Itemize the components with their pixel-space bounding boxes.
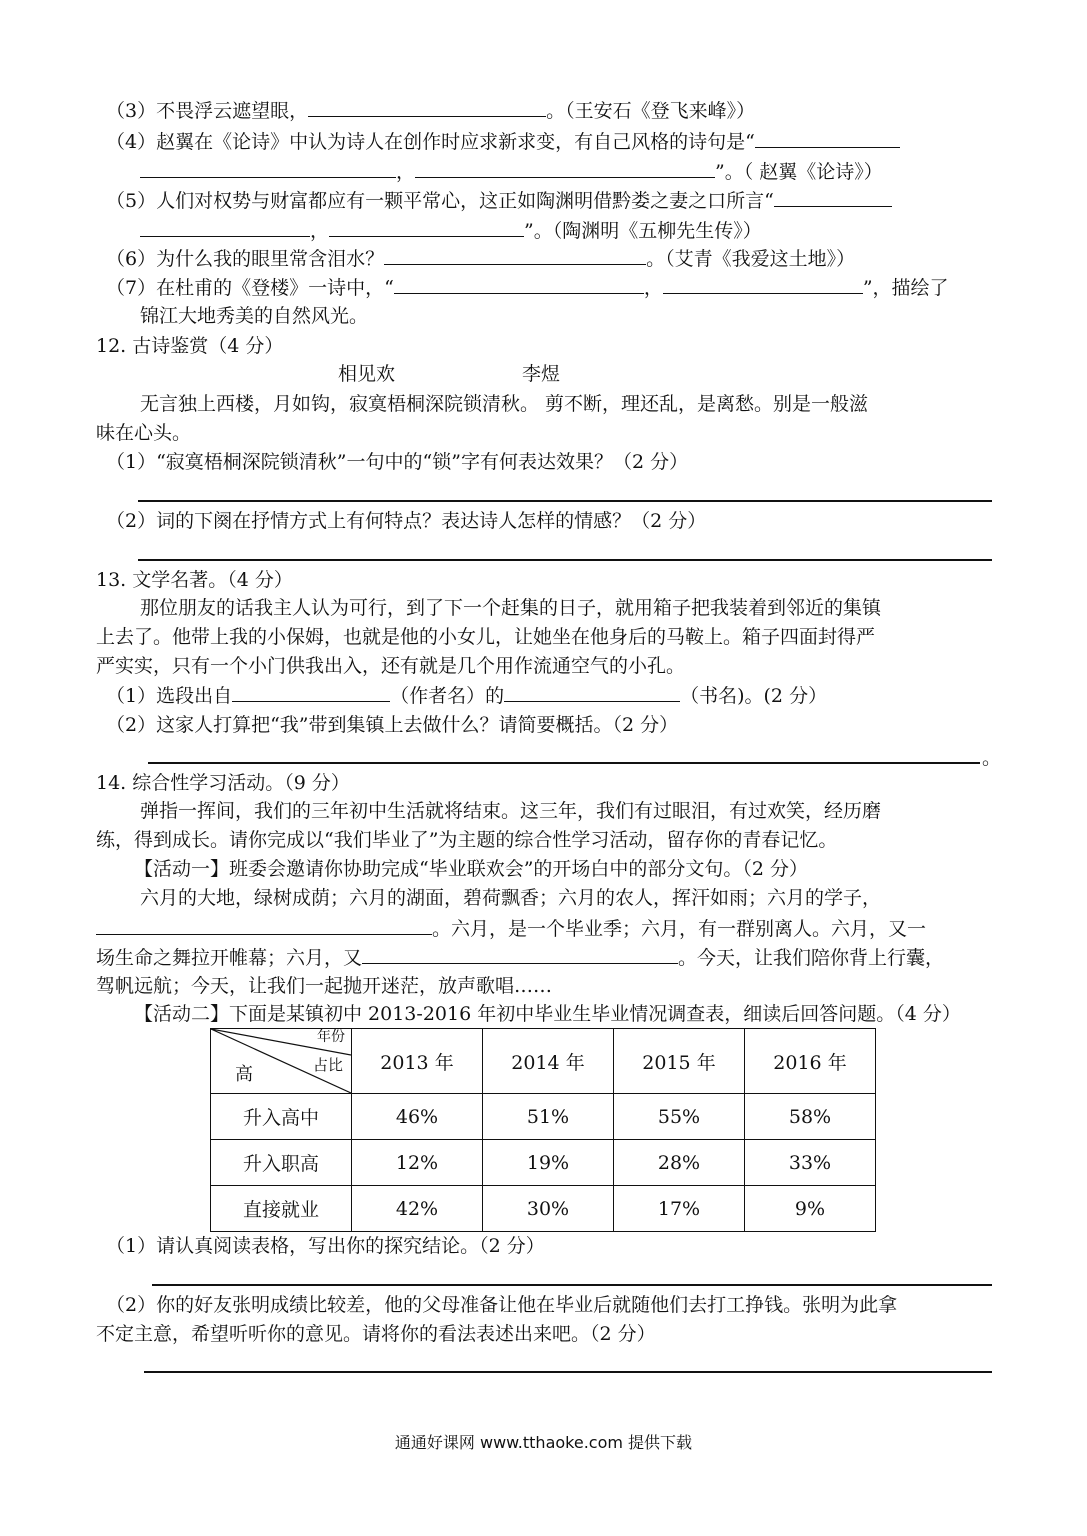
comma: ， xyxy=(396,161,416,183)
answer-blank[interactable] xyxy=(394,273,644,294)
answer-line[interactable] xyxy=(138,500,992,502)
answer-line[interactable] xyxy=(152,1284,992,1286)
q11-item7-cont: 锦江大地秀美的自然风光。 xyxy=(140,305,369,327)
q13-sub2: （2）这家人打算把“我”带到集镇上去做什么？请简要概括。（2 分） xyxy=(106,714,679,736)
table-cell: 42% xyxy=(352,1186,483,1232)
answer-blank[interactable] xyxy=(308,96,546,117)
year-header: 2015 年 xyxy=(614,1029,745,1094)
q13-passage-line-2: 上去了。他带上我的小保姆，也就是他的小女儿，让她坐在他身后的马鞍上。箱子四面封得严 xyxy=(96,626,876,648)
q11-item4-text: （4）赵翼在《论诗》中认为诗人在创作时应求新求变，有自己风格的诗句是“ xyxy=(106,131,755,153)
author-blank[interactable] xyxy=(232,681,390,702)
activity-1-line-3-text: 场生命之舞拉开帷幕；六月，又 xyxy=(96,947,363,969)
answer-line[interactable] xyxy=(138,559,992,561)
q11-item4-source: ”。（ 赵翼《论诗》） xyxy=(715,161,883,183)
q14-heading: 14. 综合性学习活动。（9 分） xyxy=(96,772,350,794)
comma: ， xyxy=(310,220,330,242)
q11-item7 xyxy=(106,273,949,302)
book-blank[interactable] xyxy=(504,681,680,702)
corner-cell xyxy=(211,1029,352,1094)
table-cell: 51% xyxy=(483,1094,614,1140)
q11-item6-source: 。（艾青《我爱这土地》） xyxy=(646,248,856,270)
q11-item3 xyxy=(106,96,755,125)
activity-1-line-4: 驾帆远航；今天，让我们一起抛开迷茫，放声歌唱…… xyxy=(96,975,553,997)
page-footer: 通通好课网 www.tthaoke.com 提供下载 xyxy=(394,1433,693,1452)
q11-item6 xyxy=(106,244,855,273)
q14-sub1: （1）请认真阅读表格，写出你的探究结论。（2 分） xyxy=(106,1235,545,1257)
q12-heading: 12. 古诗鉴赏（4 分） xyxy=(96,335,284,357)
table-cell: 28% xyxy=(614,1140,745,1186)
answer-blank[interactable] xyxy=(755,127,900,148)
q11-item4-cont xyxy=(140,157,883,186)
q11-item3-source: 。（王安石《登飞来峰》） xyxy=(546,100,756,122)
q12-sub2: （2）词的下阕在抒情方式上有何特点？表达诗人怎样的情感？（2 分） xyxy=(106,510,707,532)
activity-2-heading: 【活动二】下面是某镇初中 2013-2016 年初中毕业生毕业情况调查表，细读后回答问题。（4 分） xyxy=(134,1003,961,1025)
table-header-row xyxy=(211,1029,876,1094)
answer-blank[interactable] xyxy=(415,157,715,178)
corner-year-label: 年份 xyxy=(317,1029,345,1045)
answer-blank[interactable] xyxy=(774,186,892,207)
q13-sub1-mid: （作者名）的 xyxy=(390,685,505,707)
table-cell: 19% xyxy=(483,1140,614,1186)
q13-sub1-end: （书名)。(2 分） xyxy=(680,685,828,707)
activity-1-line-3 xyxy=(96,943,944,972)
q13-passage-line-3: 严实实，只有一个小门供我出入，还有就是几个用作流通空气的小孔。 xyxy=(96,655,686,677)
q11-item7-text: （7）在杜甫的《登楼》一诗中，“ xyxy=(106,277,394,299)
q13-sub1-text: （1）选段出自 xyxy=(106,685,233,707)
table-cell: 33% xyxy=(745,1140,876,1186)
poem-title: 相见欢 xyxy=(338,363,396,385)
answer-blank[interactable] xyxy=(140,157,396,178)
answer-blank[interactable] xyxy=(663,273,863,294)
q12-sub1: （1）“寂寞梧桐深院锁清秋”一句中的“锁”字有何表达效果？（2 分） xyxy=(106,451,689,473)
table-cell: 9% xyxy=(745,1186,876,1232)
year-header: 2014 年 xyxy=(483,1029,614,1094)
table-cell: 12% xyxy=(352,1140,483,1186)
activity-1-line-1: 六月的大地，绿树成荫；六月的湖面，碧荷飘香；六月的农人，挥汗如雨；六月的学子， xyxy=(140,887,882,909)
corner-ratio-label: 占比 xyxy=(312,1056,343,1074)
answer-blank[interactable] xyxy=(362,943,678,964)
graduation-survey-table xyxy=(210,1028,876,1232)
answer-line[interactable] xyxy=(148,762,980,764)
table-cell: 55% xyxy=(614,1094,745,1140)
q11-item7-tail: ”，描绘了 xyxy=(862,277,949,299)
activity-1-line-2 xyxy=(96,914,926,943)
q11-item6-text: （6）为什么我的眼里常含泪水？ xyxy=(106,248,385,270)
activity-1-heading: 【活动一】班委会邀请你协助完成“毕业联欢会”的开场白中的部分文句。（2 分） xyxy=(134,858,809,880)
row-label: 升入职高 xyxy=(211,1140,352,1186)
answer-blank[interactable] xyxy=(96,914,432,935)
q14-sub2-line-2: 不定主意，希望听听你的意见。请将你的看法表述出来吧。（2 分） xyxy=(96,1323,656,1345)
poem-line-2: 味在心头。 xyxy=(96,422,192,444)
q14-intro-line-1: 弹指一挥间，我们的三年初中生活就将结束。这三年，我们有过眼泪，有过欢笑，经历磨 xyxy=(140,800,882,822)
table-row xyxy=(211,1186,876,1232)
corner-left-label: 高 xyxy=(235,1064,253,1085)
answer-blank[interactable] xyxy=(140,216,310,237)
table-cell: 46% xyxy=(352,1094,483,1140)
period: 。 xyxy=(982,747,1002,769)
q13-passage-line-1: 那位朋友的话我主人认为可行，到了下一个赶集的日子，就用箱子把我装着到邻近的集镇 xyxy=(140,597,882,619)
answer-blank[interactable] xyxy=(384,244,646,265)
table-cell: 30% xyxy=(483,1186,614,1232)
q14-intro-line-2: 练，得到成长。请你完成以“我们毕业了”为主题的综合性学习活动，留存你的青春记忆。 xyxy=(96,829,838,851)
comma: ， xyxy=(643,277,663,299)
table-cell: 17% xyxy=(614,1186,745,1232)
table-row xyxy=(211,1094,876,1140)
row-label: 直接就业 xyxy=(211,1186,352,1232)
year-header: 2016 年 xyxy=(745,1029,876,1094)
poem-line-1: 无言独上西楼，月如钩，寂寞梧桐深院锁清秋。 剪不断，理还乱，是离愁。别是一般滋 xyxy=(140,393,869,415)
q11-item5-cont xyxy=(140,216,762,245)
year-header: 2013 年 xyxy=(352,1029,483,1094)
table-row xyxy=(211,1140,876,1186)
table-cell: 58% xyxy=(745,1094,876,1140)
poem-author: 李煜 xyxy=(522,363,561,385)
q11-item5 xyxy=(106,186,892,215)
answer-blank[interactable] xyxy=(329,216,524,237)
activity-1-line-3-tail: 。今天，让我们陪你背上行囊， xyxy=(678,947,945,969)
q11-item4 xyxy=(106,127,900,156)
q11-item5-source: ”。（陶渊明《五柳先生传》） xyxy=(524,220,762,242)
row-label: 升入高中 xyxy=(211,1094,352,1140)
activity-1-line-2-text: 。六月，是一个毕业季；六月，有一群别离人。六月，又一 xyxy=(432,918,927,940)
q11-item3-text: （3）不畏浮云遮望眼， xyxy=(106,100,309,122)
answer-line[interactable] xyxy=(144,1371,992,1373)
q14-sub2-line-1: （2）你的好友张明成绩比较差，他的父母准备让他在毕业后就随他们去打工挣钱。张明为此拿 xyxy=(106,1294,898,1316)
q13-heading: 13. 文学名著。（4 分） xyxy=(96,569,293,591)
q13-sub1 xyxy=(106,681,827,710)
q11-item5-text: （5）人们对权势与财富都应有一颗平常心，这正如陶渊明借黔娄之妻之口所言“ xyxy=(106,190,774,212)
